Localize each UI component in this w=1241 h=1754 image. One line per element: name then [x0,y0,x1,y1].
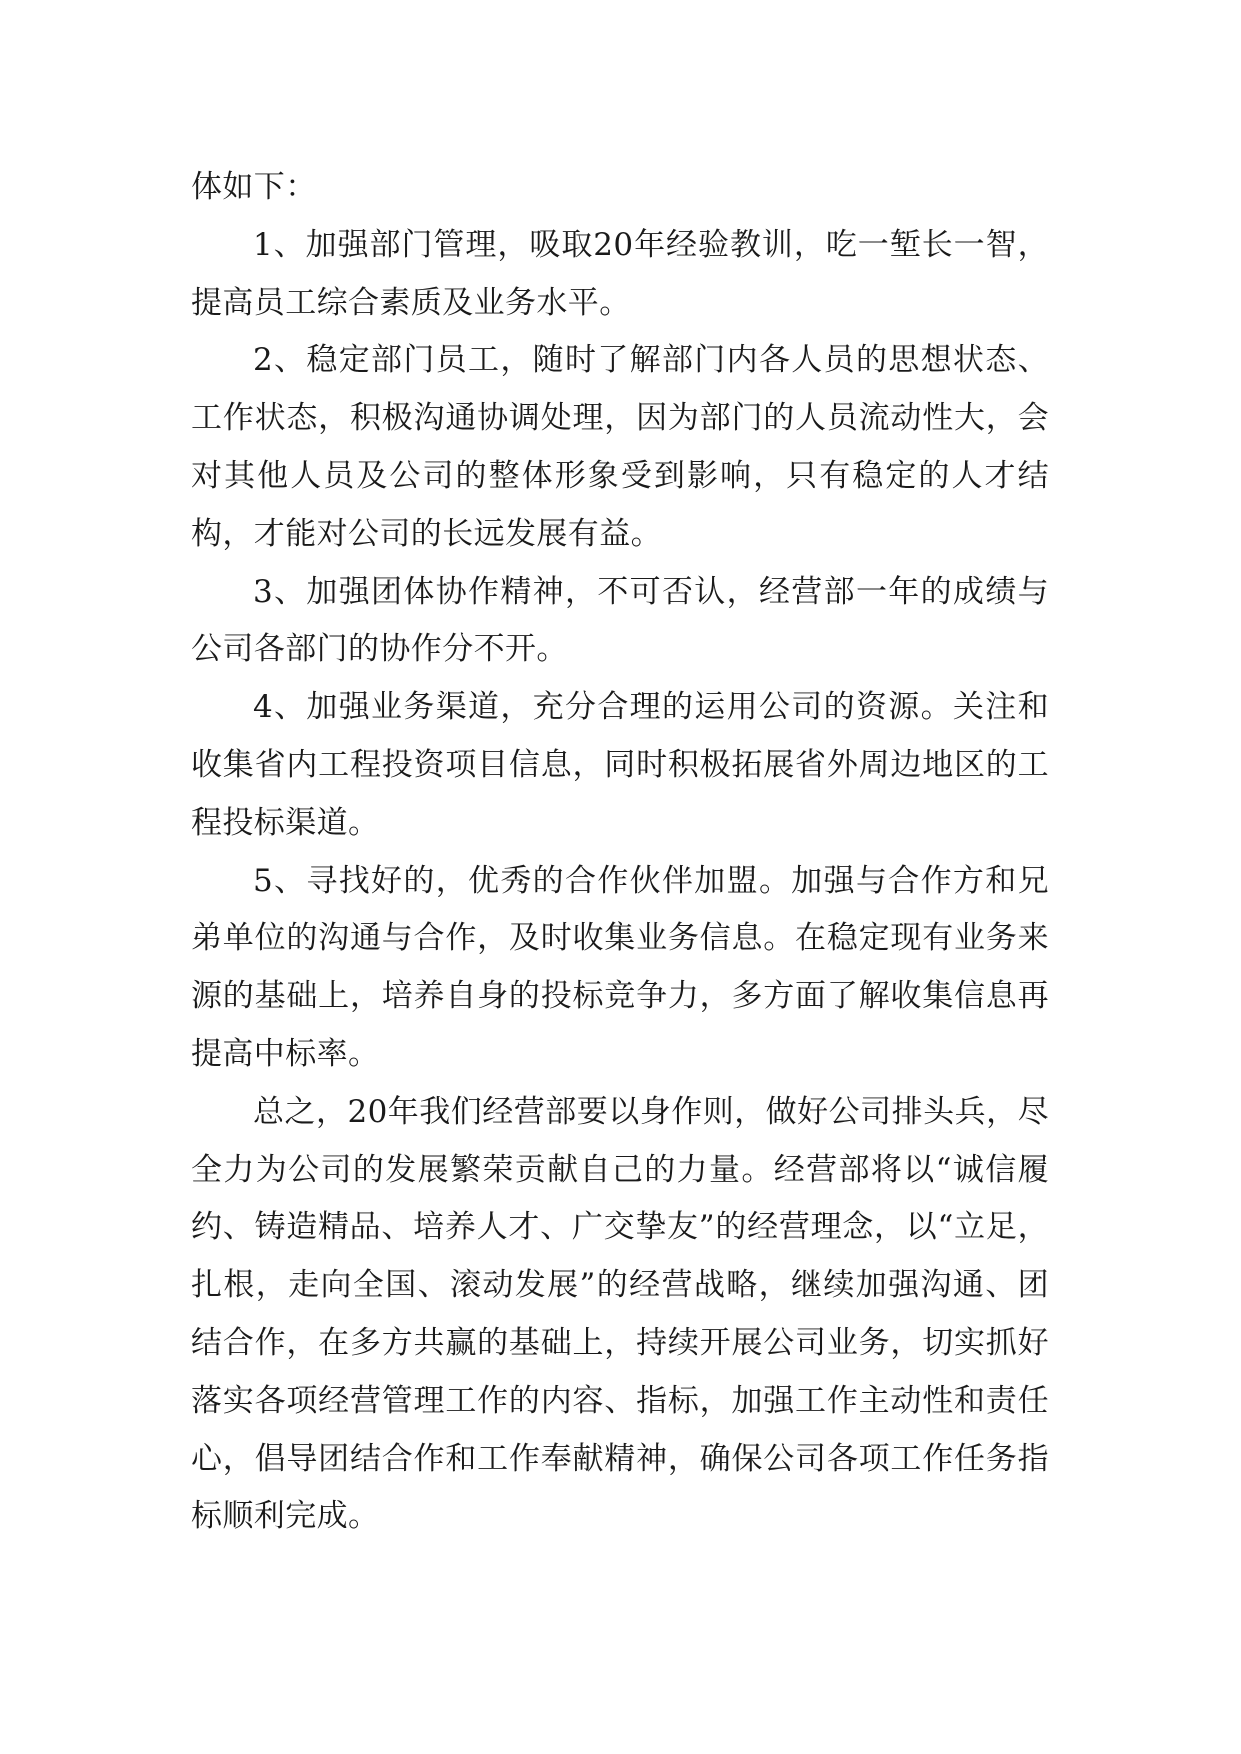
document-body [191,159,1049,1546]
paragraph-item-2: 2、稳定部门员工，随时了解部门内各人员的思想状态、工作状态，积极沟通协调处理，因为部门的人员流动性大，会对其他人员及公司的整体形象受到影响，只有稳定的人才结构，才能对公司的长远发展有益。 [191,342,1049,552]
paragraph-item-1: 1、加强部门管理，吸取20年经验教训，吃一堑长一智，提高员工综合素质及业务水平。 [191,226,1049,321]
paragraph-item-4: 4、加强业务渠道，充分合理的运用公司的资源。关注和收集省内工程投资项目信息，同时积极拓展省外周边地区的工程投标渠道。 [191,689,1049,841]
paragraph-item-3: 3、加强团体协作精神，不可否认，经营部一年的成绩与公司各部门的协作分不开。 [191,573,1049,668]
paragraph-intro: 体如下： [191,169,317,205]
paragraph-item-5: 5、寻找好的，优秀的合作伙伴加盟。加强与合作方和兄弟单位的沟通与合作，及时收集业务信息。在稳定现有业务来源的基础上，培养自身的投标竞争力，多方面了解收集信息再提高中标率。 [191,862,1049,1072]
paragraph-conclusion: 总之，20年我们经营部要以身作则，做好公司排头兵，尽全力为公司的发展繁荣贡献自己的力量。经营部将以“诚信履约、铸造精品、培养人才、广交挚友”的经营理念，以“立足，扎根，走向全国、滚动发展”的经营战略，继续加强沟通、团结合作，在多方共赢的基础上，持续开展公司业务，切实抓好落实各项经营管理工作的内容、指标，加强工作主动性和责任心，倡导团结合作和工作奉献精神，确保公司各项工作任务指标顺利完成。 [191,1093,1049,1535]
